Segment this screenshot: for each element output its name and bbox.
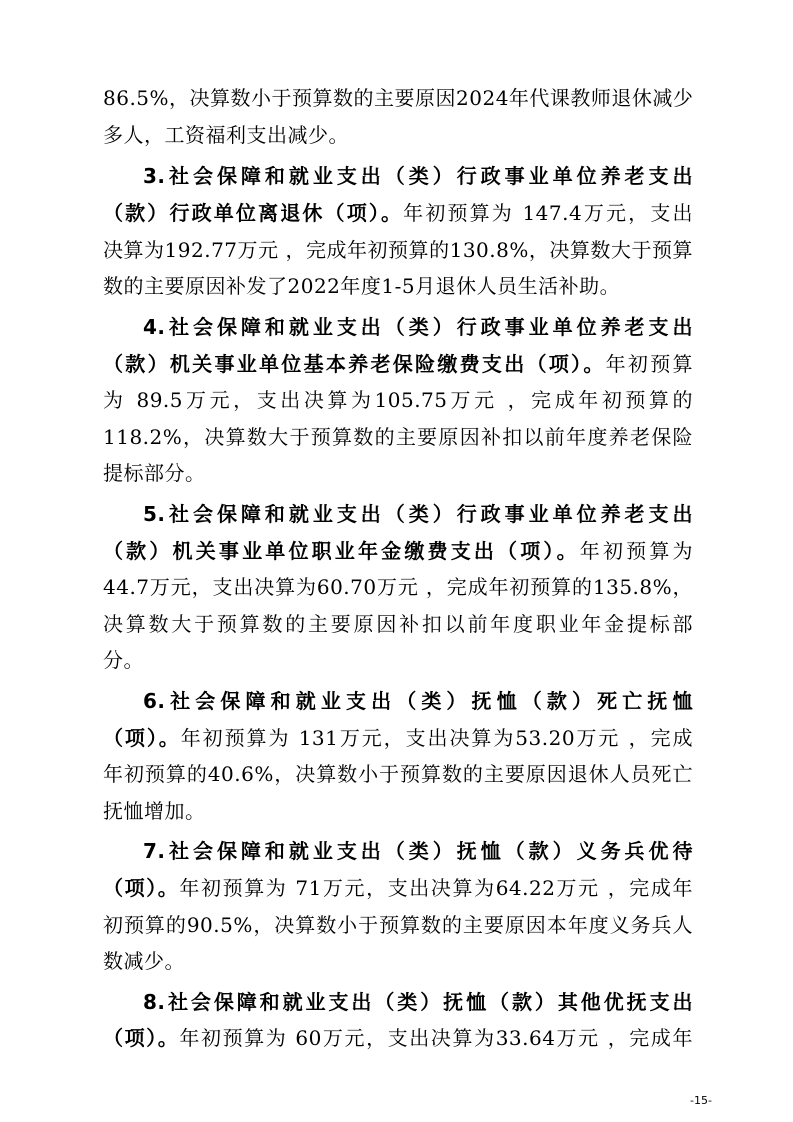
section-heading [143, 831, 693, 871]
line-text: 年初预算为 131万元，支出决算为53.20万元 ，完成 [180, 726, 694, 750]
text-line [103, 791, 693, 831]
text-line [103, 941, 693, 981]
section-heading [143, 982, 693, 1022]
line-text: 分。 [103, 648, 144, 672]
line-text: 年初预算的40.6%，决算数小于预算数的主要原因退休人员死亡 [103, 762, 693, 786]
heading-text: （项）。 [103, 876, 180, 900]
text-line [103, 78, 693, 118]
text-line [103, 417, 693, 457]
text-line [103, 718, 693, 758]
line-text: 年初预算为 147.4万元，支出 [403, 201, 693, 225]
text-line [103, 344, 693, 384]
heading-text: （款）行政单位离退休（项）。 [103, 201, 404, 225]
line-text: 86.5%，决算数小于预算数的主要原因2024年代课教师退休减少 [103, 86, 694, 110]
section-heading [143, 681, 693, 721]
text-line [103, 640, 693, 680]
heading-text: 8.社会保障和就业支出（类）抚恤（款）其他优抚支出 [143, 990, 693, 1014]
heading-text: （项）。 [103, 1026, 180, 1050]
text-line [103, 604, 693, 644]
line-text: 数减少。 [103, 949, 185, 973]
line-text: 年初预算为 [579, 539, 694, 563]
line-text: 数的主要原因补发了2022年度1-5月退休人员生活补助。 [103, 274, 621, 298]
text-line [103, 868, 693, 908]
heading-text: 5.社会保障和就业支出（类）行政事业单位养老支出 [143, 502, 693, 526]
text-line [103, 380, 693, 420]
heading-text: 6.社会保障和就业支出（类）抚恤（款）死亡抚恤 [143, 689, 693, 713]
heading-text: （款）机关事业单位职业年金缴费支出（项）。 [103, 539, 580, 563]
text-line [103, 754, 693, 794]
heading-text: （项）。 [103, 726, 181, 750]
line-text: 初预算的90.5%，决算数小于预算数的主要原因本年度义务兵人 [103, 913, 693, 937]
text-line [103, 1018, 693, 1058]
line-text: 多人，工资福利支出减少。 [103, 123, 349, 147]
text-line [103, 193, 693, 233]
line-text: 决算数大于预算数的主要原因补扣以前年度职业年金提标部 [103, 612, 693, 636]
heading-text: 4.社会保障和就业支出（类）行政事业单位养老支出 [143, 315, 693, 339]
section-heading [143, 494, 693, 534]
line-text: 决算为192.77万元 ，完成年初预算的130.8%，决算数大于预算 [103, 238, 693, 262]
text-line [103, 531, 693, 571]
heading-text: 3.社会保障和就业支出（类）行政事业单位养老支出 [143, 164, 693, 188]
page-number: -15- [690, 1094, 712, 1107]
line-text: 118.2%，决算数大于预算数的主要原因补扣以前年度养老保险 [103, 425, 693, 449]
line-text: 年初预算 [605, 352, 694, 376]
text-line [103, 115, 693, 155]
heading-text: 7.社会保障和就业支出（类）抚恤（款）义务兵优待 [143, 839, 693, 863]
text-line [103, 567, 693, 607]
section-heading [143, 156, 693, 196]
line-text: 抚恤增加。 [103, 799, 206, 823]
line-text: 为 89.5万元，支出决算为105.75万元 ，完成年初预算的 [103, 388, 693, 412]
line-text: 年初预算为 71万元，支出决算为64.22万元 ，完成年 [179, 876, 694, 900]
line-text: 提标部分。 [103, 461, 206, 485]
section-heading [143, 307, 693, 347]
line-text: 年初预算为 60万元，支出决算为33.64万元 ，完成年 [179, 1026, 694, 1050]
text-line [103, 230, 693, 270]
text-line [103, 453, 693, 493]
heading-text: （款）机关事业单位基本养老保险缴费支出（项）。 [103, 352, 606, 376]
line-text: 44.7万元，支出决算为60.70万元 ，完成年初预算的135.8%， [103, 575, 693, 599]
text-line [103, 266, 693, 306]
text-line [103, 905, 693, 945]
